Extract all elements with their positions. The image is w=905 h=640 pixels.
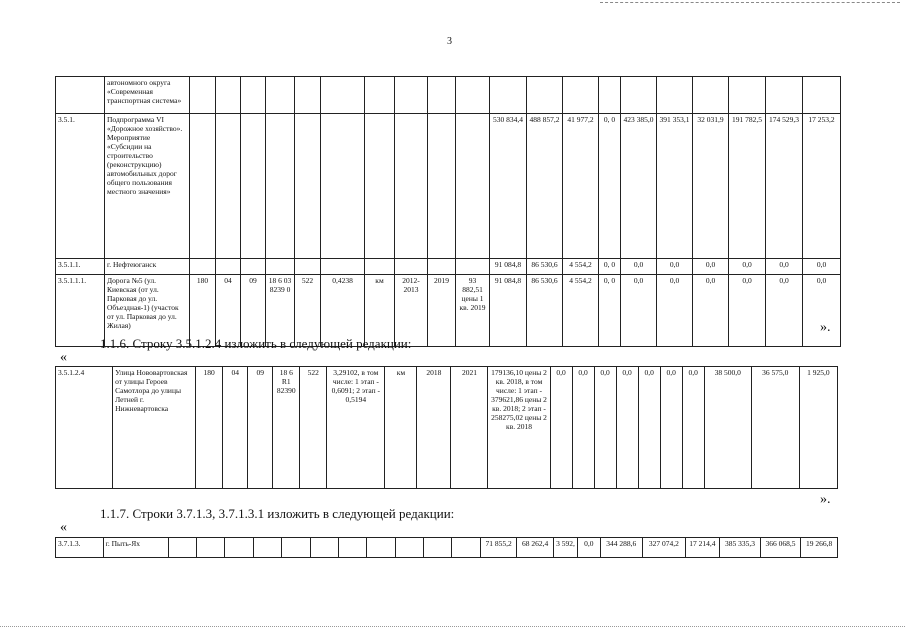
- table-cell: 2021: [451, 367, 488, 489]
- table-cell: 0,0: [638, 367, 660, 489]
- table-cell: 09: [241, 275, 266, 347]
- table-cell: 0,0: [578, 538, 600, 558]
- table-cell: [424, 538, 452, 558]
- table-cell: км: [365, 275, 395, 347]
- table-cell: 41 977,2: [563, 114, 599, 259]
- table-cell: 32 031,9: [693, 114, 729, 259]
- table-cell: [190, 259, 216, 275]
- table-cell: [693, 77, 729, 114]
- table-cell: 18 6 03 8239 0: [266, 275, 295, 347]
- table-cell: 1 925,0: [799, 367, 837, 489]
- table-cell: [56, 77, 105, 114]
- table-cell: [310, 538, 338, 558]
- table-cell: 191 782,5: [729, 114, 766, 259]
- table-cell: [621, 77, 657, 114]
- table-cell: 18 6 R1 82390: [273, 367, 300, 489]
- table-cell: [241, 77, 266, 114]
- table-cell: 0,0: [657, 259, 693, 275]
- table-cell: 71 855,2: [480, 538, 517, 558]
- table-cell: [367, 538, 395, 558]
- table-cell: [295, 259, 321, 275]
- section-heading-1-1-6: 1.1.6. Строку 3.5.1.2.4 изложить в следующей редакции:: [100, 336, 412, 351]
- table-cell: 3.5.1.1.1.: [56, 275, 105, 347]
- table-cell: 0,0: [766, 275, 803, 347]
- table-cell: [216, 114, 241, 259]
- table-cell: [803, 77, 841, 114]
- table-cell: [190, 77, 216, 114]
- table-cell: [657, 77, 693, 114]
- table-cell: 0,0: [657, 275, 693, 347]
- table-cell: 19 266,8: [801, 538, 838, 558]
- table-cell: [766, 77, 803, 114]
- table-cell: [395, 538, 423, 558]
- table-cell: 0,0: [616, 367, 638, 489]
- table-cell: 4 554,2: [563, 275, 599, 347]
- table-cell: [527, 77, 563, 114]
- table-cell: автономного округа «Современная транспортная система»: [105, 77, 190, 114]
- table-cell: км: [385, 367, 417, 489]
- table-cell: 366 068,5: [760, 538, 801, 558]
- table-main-continuation: [55, 76, 841, 347]
- table-cell: 179136,10 цены 2 кв. 2018, в том числе: 1 этап - 379621,86 цены 2 кв. 2018; 2 этап - 258275,02 цены 2 кв. 2018: [488, 367, 550, 489]
- table-cell: [428, 77, 456, 114]
- table-cell: 522: [300, 367, 327, 489]
- table-cell: 3,29102, в том числе: 1 этап - 0,6091; 2 этап - 0,5194: [327, 367, 385, 489]
- table-cell: 09: [248, 367, 273, 489]
- table-row: [56, 538, 838, 558]
- table-cell: [729, 77, 766, 114]
- table-cell: 93 882,51 цены 1 кв. 2019: [456, 275, 490, 347]
- table-cell: [599, 77, 621, 114]
- table-cell: 3.5.1.1.: [56, 259, 105, 275]
- table-cell: 0,0: [803, 259, 841, 275]
- table-cell: Подпрограмма VI «Дорожное хозяйство». Мероприятие «Субсидии на строительство (реконструкцию) автомобильных дорог общего пользования местного значения»: [105, 114, 190, 259]
- table-cell: 0,0: [766, 259, 803, 275]
- table-cell: 0,0: [693, 275, 729, 347]
- table-cell: [168, 538, 196, 558]
- table-cell: 3.7.1.3.: [56, 538, 104, 558]
- table-cell: 2019: [428, 275, 456, 347]
- table-cell: [266, 114, 295, 259]
- table-cell: 0, 0: [599, 114, 621, 259]
- table-cell: [241, 259, 266, 275]
- table-row-3-5-1-2-4: [55, 366, 838, 489]
- table-cell: 391 353,1: [657, 114, 693, 259]
- table-cell: [295, 77, 321, 114]
- table-cell: 174 529,3: [766, 114, 803, 259]
- table-cell: [266, 77, 295, 114]
- table-cell: 0,0: [594, 367, 616, 489]
- table-row: [56, 259, 841, 275]
- table-cell: [395, 259, 428, 275]
- table-cell: [241, 114, 266, 259]
- table-cell: 530 834,4: [490, 114, 527, 259]
- table-cell: 0,0: [693, 259, 729, 275]
- page-number: 3: [447, 36, 452, 47]
- table-cell: [253, 538, 281, 558]
- table-cell: 04: [216, 275, 241, 347]
- table-cell: [456, 114, 490, 259]
- table-cell: 36 575,0: [751, 367, 799, 489]
- table-cell: 0,0: [621, 259, 657, 275]
- table-cell: г. Нефтеюганск: [105, 259, 190, 275]
- table-cell: 04: [223, 367, 248, 489]
- table-cell: 0,0: [550, 367, 572, 489]
- table-cell: 327 074,2: [643, 538, 686, 558]
- table-cell: [321, 114, 365, 259]
- table-cell: 38 500,0: [704, 367, 751, 489]
- table-cell: [190, 114, 216, 259]
- table-cell: 0,0: [729, 259, 766, 275]
- scan-edge-bottom: [0, 626, 905, 627]
- table-cell: [295, 114, 321, 259]
- table-cell: 3.5.1.: [56, 114, 105, 259]
- table-cell: [216, 259, 241, 275]
- table-cell: [456, 77, 490, 114]
- table-row-3-7-1-3: [55, 537, 838, 558]
- table-cell: [365, 259, 395, 275]
- table-cell: 68 262,4: [517, 538, 554, 558]
- table-cell: [452, 538, 480, 558]
- table-cell: [321, 259, 365, 275]
- table-cell: [490, 77, 527, 114]
- table-cell: 0,0: [572, 367, 594, 489]
- table-cell: 3 592,: [553, 538, 577, 558]
- opening-quote: «: [60, 520, 67, 535]
- table-cell: 423 385,0: [621, 114, 657, 259]
- table-cell: [282, 538, 310, 558]
- table-cell: 385 335,3: [720, 538, 761, 558]
- closing-quote: ».: [820, 320, 831, 335]
- table-cell: 2018: [417, 367, 451, 489]
- table-row: [56, 77, 841, 114]
- table-cell: 91 084,8: [490, 259, 527, 275]
- table-cell: 488 857,2: [527, 114, 563, 259]
- table-cell: 344 288,6: [600, 538, 643, 558]
- table-cell: 0,0: [729, 275, 766, 347]
- table-cell: [266, 259, 295, 275]
- table-cell: [365, 77, 395, 114]
- scan-edge-top: [600, 2, 900, 3]
- table-cell: [338, 538, 366, 558]
- table-cell: 86 530,6: [527, 259, 563, 275]
- section-heading-1-1-7: 1.1.7. Строки 3.7.1.3, 3.7.1.3.1 изложить в следующей редакции:: [100, 506, 455, 521]
- table-cell: [456, 259, 490, 275]
- table-cell: [428, 259, 456, 275]
- table-cell: 91 084,8: [490, 275, 527, 347]
- table-cell: 0,4238: [321, 275, 365, 347]
- table-cell: 86 530,6: [527, 275, 563, 347]
- table-cell: 17 253,2: [803, 114, 841, 259]
- table-cell: г. Пыть-Ях: [103, 538, 168, 558]
- table-cell: Дорога №5 (ул. Киевская (от ул. Парковая до ул. Объездная-1) (участок от ул. Парковая до ул. Жилая): [105, 275, 190, 347]
- table-cell: 17 214,4: [685, 538, 719, 558]
- table-row: [56, 367, 838, 489]
- table-cell: [216, 77, 241, 114]
- table-cell: [365, 114, 395, 259]
- table-cell: 0, 0: [599, 275, 621, 347]
- table-cell: 0,0: [660, 367, 682, 489]
- table-cell: [196, 538, 224, 558]
- table-cell: 4 554,2: [563, 259, 599, 275]
- closing-quote: ».: [820, 492, 831, 507]
- table-cell: Улица Нововартовская от улицы Героев Самотлора до улицы Летней г. Нижневартовска: [113, 367, 196, 489]
- table-cell: 180: [190, 275, 216, 347]
- table-cell: 0,0: [803, 275, 841, 347]
- table-cell: [395, 77, 428, 114]
- table-cell: [225, 538, 253, 558]
- table-row: [56, 114, 841, 259]
- table-cell: 0,0: [682, 367, 704, 489]
- table-cell: [395, 114, 428, 259]
- table-cell: 2012-2013: [395, 275, 428, 347]
- table-cell: [563, 77, 599, 114]
- table-cell: 3.5.1.2.4: [56, 367, 113, 489]
- table-cell: [428, 114, 456, 259]
- table-cell: 0, 0: [599, 259, 621, 275]
- opening-quote: «: [60, 350, 67, 365]
- table-cell: 180: [196, 367, 223, 489]
- table-cell: [321, 77, 365, 114]
- table-cell: 0,0: [621, 275, 657, 347]
- table-cell: 522: [295, 275, 321, 347]
